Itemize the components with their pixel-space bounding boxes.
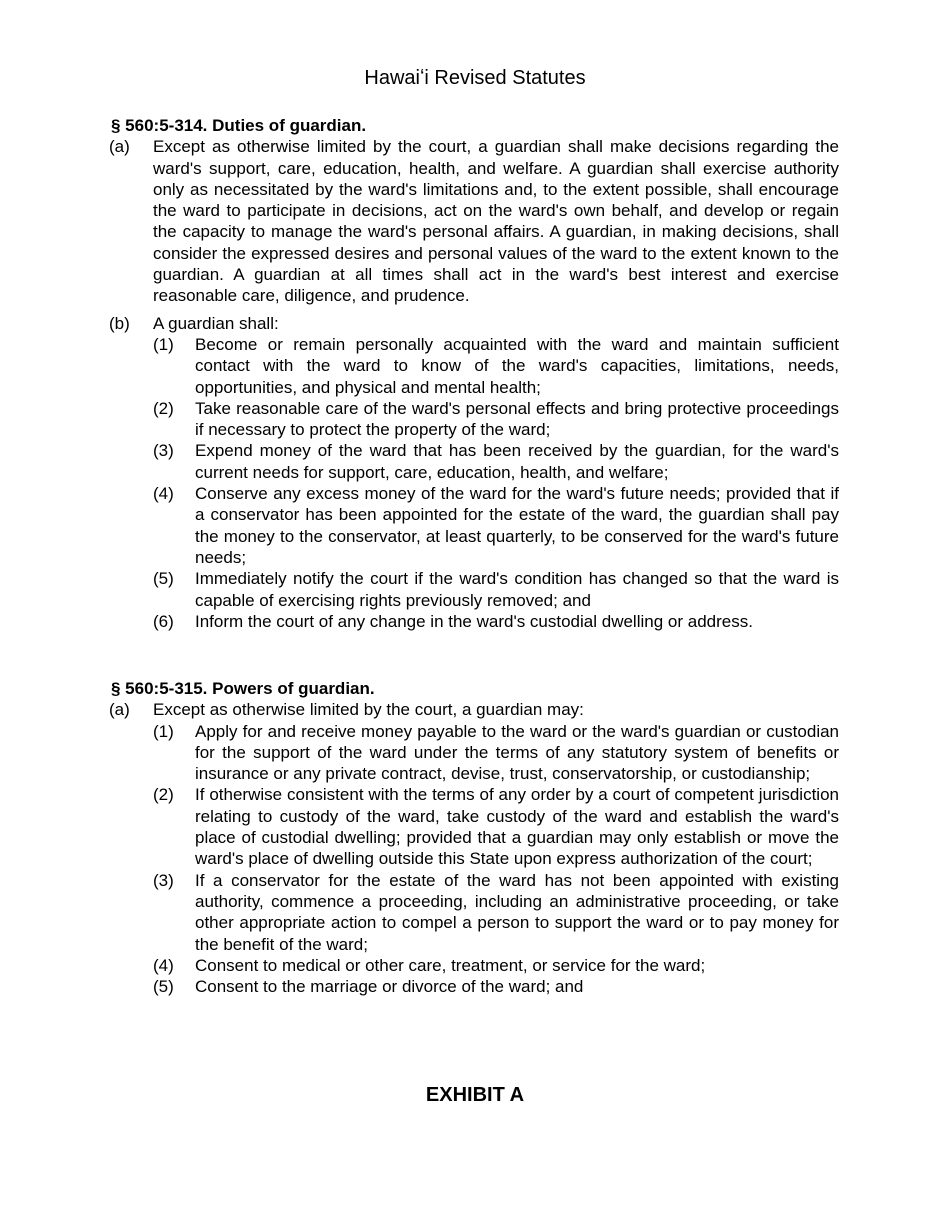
- item-list: [153, 334, 839, 632]
- item-label: (1): [153, 721, 174, 741]
- subsection-label: (a): [109, 137, 130, 157]
- exhibit-label: EXHIBIT A: [425, 1084, 525, 1106]
- subsection-a: [111, 136, 839, 306]
- item-label: (5): [153, 977, 174, 997]
- item-label: (5): [153, 569, 174, 589]
- item-text: Expend money of the ward that has been received by the guardian, for the ward's current needs for support, care, education, health, and welfare;: [195, 441, 839, 482]
- list-item: [153, 611, 839, 632]
- list-item: [153, 721, 839, 785]
- item-text: Inform the court of any change in the ward's custodial dwelling or address.: [195, 611, 753, 631]
- item-text: Become or remain personally acquainted with the ward and maintain sufficient contact with the ward to know of the ward's capacities, limitations, needs, opportunities, and physical and mental health;: [195, 334, 839, 397]
- subsection-text: Except as otherwise limited by the court, a guardian shall make decisions regarding the ward's support, care, education, health, and welfare. A guardian shall exercise authority only as necessitated by the ward's limitations and, to the extent possible, shall encourage the ward to participate in decisions, act on the ward's own behalf, and develop or regain the capacity to manage the ward's personal affairs. A guardian, in making decisions, shall consider the expressed desires and personal values of the ward to the extent known to the guardian. A guardian at all times shall act in the ward's best interest and exercise reasonable care, diligence, and prudence.: [153, 137, 839, 306]
- list-item: [153, 955, 839, 976]
- list-item: [153, 976, 839, 997]
- item-text: Take reasonable care of the ward's personal effects and bring protective proceedings if necessary to protect the property of the ward;: [195, 398, 839, 440]
- subsection-text: A guardian shall:: [153, 313, 279, 333]
- item-label: (3): [153, 441, 174, 461]
- list-item: [153, 784, 839, 869]
- section-title: § 560:5-314. Duties of guardian.: [111, 116, 367, 135]
- subsection-label: (a): [109, 700, 130, 720]
- section-560-5-315: [111, 678, 839, 997]
- list-item: [153, 334, 839, 398]
- item-label: (1): [153, 334, 174, 354]
- item-text: Immediately notify the court if the ward's condition has changed so that the ward is capable of exercising rights previously removed; and: [195, 569, 839, 610]
- subsection-label: (b): [109, 313, 130, 333]
- section-560-5-314: [111, 115, 839, 632]
- item-text: Conserve any excess money of the ward for the ward's future needs; provided that if a conservator has been appointed for the estate of the ward, the guardian shall pay the money to the conservator, at least quarterly, to be conserved for the ward's future needs;: [195, 484, 839, 567]
- list-item: [153, 870, 839, 955]
- item-label: (4): [153, 955, 174, 975]
- document-header: Hawaiʻi Revised Statutes: [364, 67, 586, 89]
- item-text: If otherwise consistent with the terms of any order by a court of competent jurisdiction relating to custody of the ward, take custody of the ward and establish the ward's place of custodial dwelling; provided that a guardian may only establish or move the ward's place of dwelling outside this State upon express authorization of the court;: [195, 785, 839, 869]
- item-label: (2): [153, 398, 174, 418]
- item-label: (4): [153, 484, 174, 504]
- item-text: If a conservator for the estate of the ward has not been appointed with existing authority, commence a proceeding, including an administrative proceeding, or take other appropriate action to compel a person to support the ward or to pay money for the benefit of the ward;: [195, 870, 839, 954]
- item-label: (2): [153, 785, 174, 805]
- list-item: [153, 440, 839, 483]
- subsection-a: [111, 699, 839, 997]
- item-label: (3): [153, 870, 174, 890]
- list-item: [153, 398, 839, 441]
- subsection-text: Except as otherwise limited by the court, a guardian may:: [153, 700, 584, 720]
- list-item: [153, 568, 839, 611]
- item-text: Consent to medical or other care, treatment, or service for the ward;: [195, 955, 706, 975]
- item-text: Apply for and receive money payable to the ward or the ward's guardian or custodian for the support of the ward under the terms of any statutory system of benefits or insurance or any private contract, devise, trust, conservatorship, or custodianship;: [195, 721, 839, 784]
- subsection-b: [111, 313, 839, 632]
- list-item: [153, 483, 839, 568]
- item-text: Consent to the marriage or divorce of the ward; and: [195, 977, 584, 997]
- item-label: (6): [153, 611, 174, 631]
- section-title: § 560:5-315. Powers of guardian.: [111, 679, 375, 698]
- item-list: [153, 721, 839, 998]
